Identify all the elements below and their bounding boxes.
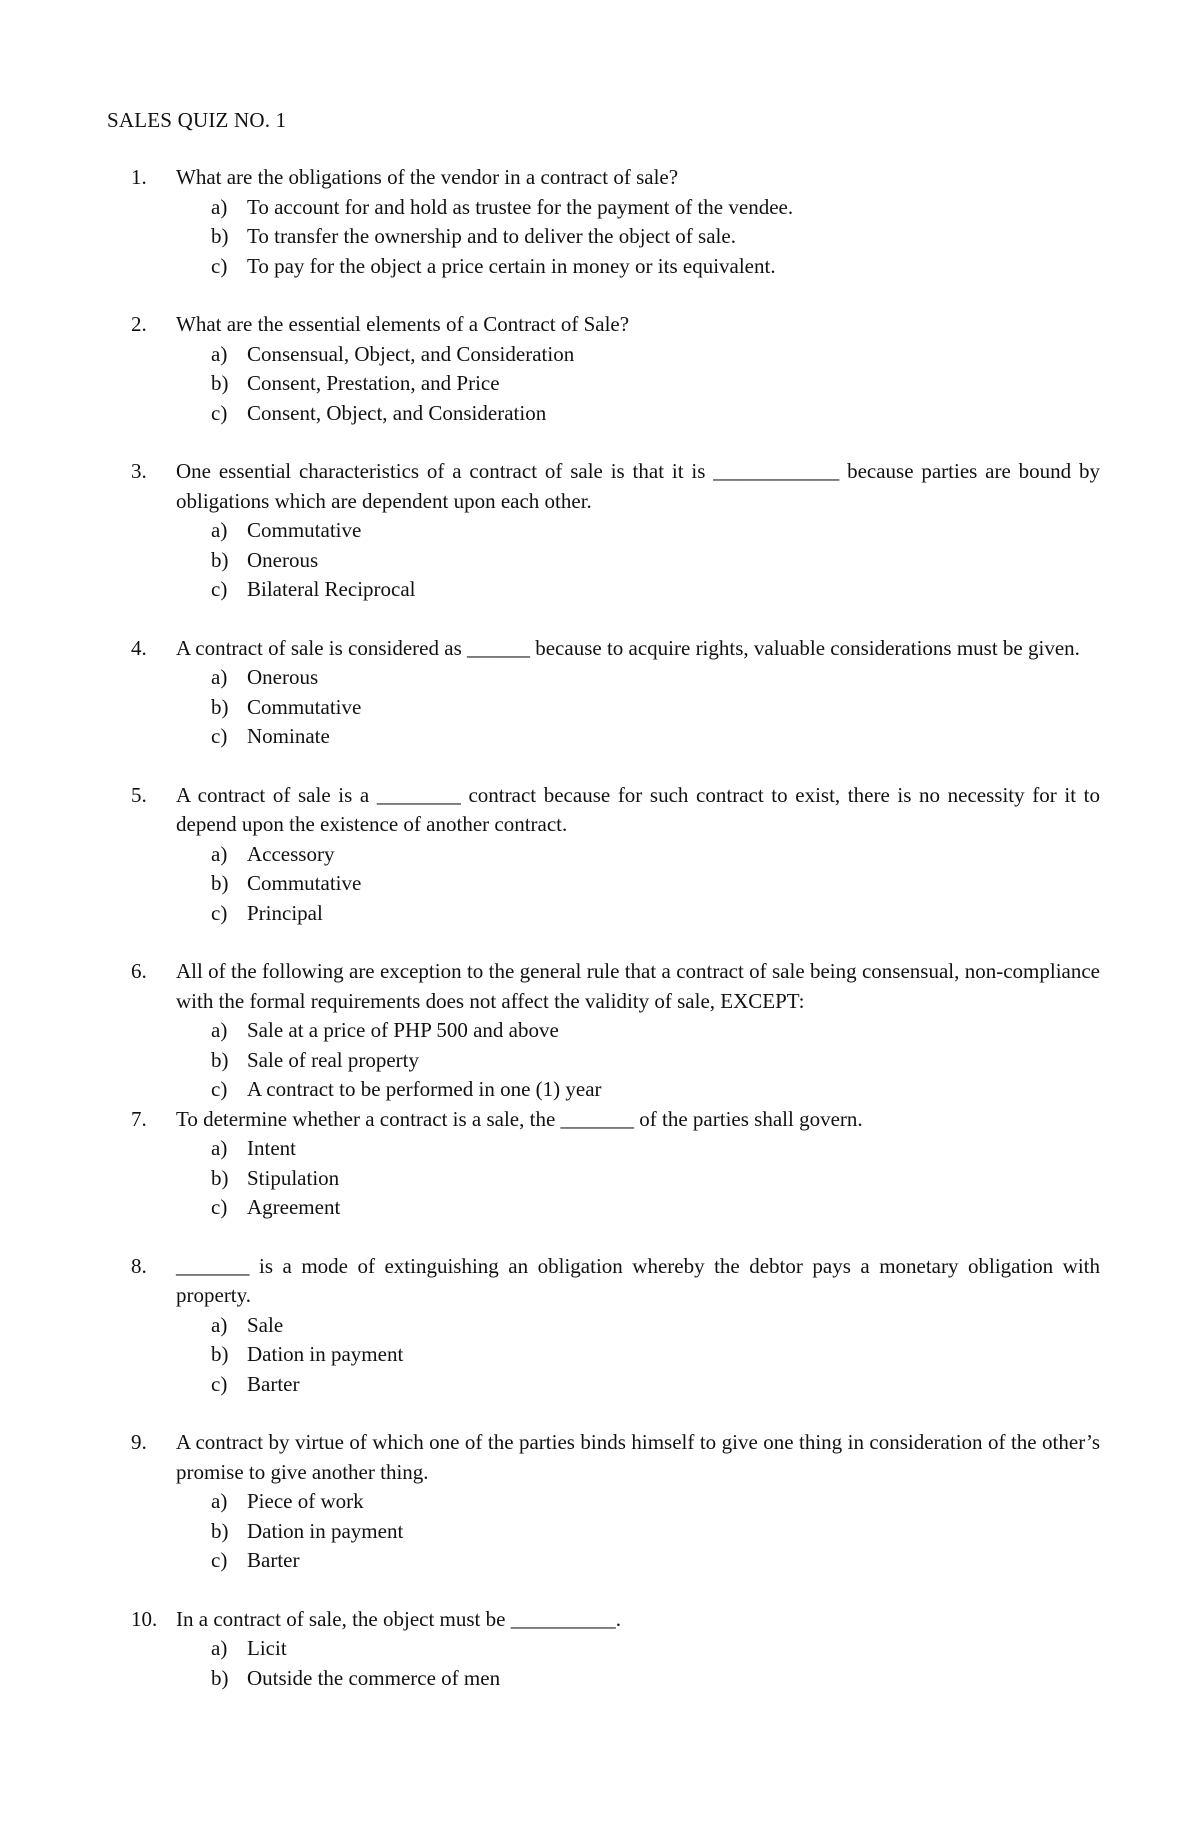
option-label: b) xyxy=(211,371,229,395)
question-item xyxy=(0,457,1200,605)
question-number: 1. xyxy=(131,165,147,189)
option-label: a) xyxy=(211,341,228,366)
answer-option xyxy=(0,1164,1200,1194)
question-text: What are the obligations of the vendor in a contract of sale? xyxy=(176,165,679,189)
option-label: b) xyxy=(211,1165,229,1190)
option-label: c) xyxy=(211,900,228,925)
answer-option xyxy=(0,1546,1200,1576)
question-text: _______ is a mode of extinguishing an obligation whereby the debtor pays a monetary obligation with property. xyxy=(176,1253,1100,1307)
option-label: a) xyxy=(211,1136,228,1160)
answer-option xyxy=(0,193,1200,223)
answer-option xyxy=(0,1046,1200,1076)
question-text: A contract of sale is a ________ contract because for such contract to exist, there is no necessity for it to depend upon the existence of another contract. xyxy=(176,782,1100,836)
option-text: Licit xyxy=(247,1636,287,1660)
question-number: 4. xyxy=(131,635,147,660)
answer-option xyxy=(0,369,1200,399)
question-number: 3. xyxy=(131,459,147,483)
option-text: Sale xyxy=(247,1312,284,1337)
option-label: c) xyxy=(211,253,228,278)
question-item xyxy=(0,1428,1200,1576)
option-label: b) xyxy=(211,547,229,572)
option-text: To account for and hold as trustee for the payment of the vendee. xyxy=(247,194,794,219)
question-text: One essential characteristics of a contract of sale is that it is ____________ because parties are bound by obligations which are dependent upon each other. xyxy=(176,459,1100,513)
option-text: To transfer the ownership and to deliver the object of sale. xyxy=(247,224,736,248)
option-label: c) xyxy=(211,400,228,425)
option-text: Outside the commerce of men xyxy=(247,1665,501,1690)
answer-option xyxy=(0,840,1200,870)
option-text: Consensual, Object, and Consideration xyxy=(247,341,575,366)
answer-option xyxy=(0,1340,1200,1370)
question-item xyxy=(0,1252,1200,1400)
option-text: Barter xyxy=(247,1548,300,1572)
option-label: b) xyxy=(211,1665,229,1690)
question-item xyxy=(0,163,1200,281)
option-text: Commutative xyxy=(247,871,362,895)
answer-option xyxy=(0,516,1200,546)
option-text: Accessory xyxy=(247,841,335,866)
answer-option xyxy=(0,1193,1200,1223)
option-text: Commutative xyxy=(247,694,362,719)
option-text: Principal xyxy=(247,900,323,925)
option-text: Onerous xyxy=(247,665,319,689)
option-text: A contract to be performed in one (1) year xyxy=(247,1077,602,1101)
question-text: A contract of sale is considered as ______ because to acquire rights, valuable considerations must be given. xyxy=(176,635,1080,660)
option-label: a) xyxy=(211,518,228,542)
document-title: SALES QUIZ NO. 1 xyxy=(107,108,287,132)
option-text: Dation in payment xyxy=(247,1518,404,1543)
question-text: What are the essential elements of a Contract of Sale? xyxy=(176,312,630,336)
answer-option xyxy=(0,575,1200,605)
option-label: a) xyxy=(211,665,228,689)
question-number: 10. xyxy=(131,1606,158,1631)
option-text: Bilateral Reciprocal xyxy=(247,577,416,601)
option-label: a) xyxy=(211,1489,228,1513)
question-text: To determine whether a contract is a sale, the _______ of the parties shall govern. xyxy=(176,1106,863,1131)
option-label: c) xyxy=(211,1195,228,1219)
option-label: b) xyxy=(211,694,229,719)
question-text: A contract by virtue of which one of the parties binds himself to give one thing in consideration of the other’s promise to give another thing. xyxy=(176,1430,1100,1484)
option-text: Intent xyxy=(247,1136,296,1160)
question-item xyxy=(0,781,1200,929)
answer-option xyxy=(0,663,1200,693)
option-label: a) xyxy=(211,1636,228,1660)
question-item xyxy=(0,1605,1200,1694)
option-text: Commutative xyxy=(247,518,362,542)
option-label: c) xyxy=(211,724,228,748)
option-text: Onerous xyxy=(247,547,319,572)
answer-option xyxy=(0,869,1200,899)
option-text: Stipulation xyxy=(247,1165,340,1190)
answer-option xyxy=(0,1517,1200,1547)
question-text: In a contract of sale, the object must be __________. xyxy=(176,1606,621,1631)
answer-option xyxy=(0,1634,1200,1664)
option-text: Agreement xyxy=(247,1195,341,1219)
answer-option xyxy=(0,399,1200,429)
question-number: 7. xyxy=(131,1106,147,1131)
question-number: 5. xyxy=(131,782,147,807)
option-text: Nominate xyxy=(247,724,330,748)
option-label: c) xyxy=(211,1548,228,1572)
option-label: a) xyxy=(211,194,228,219)
question-number: 6. xyxy=(131,959,147,983)
answer-option xyxy=(0,899,1200,929)
option-label: a) xyxy=(211,841,228,866)
answer-option xyxy=(0,252,1200,282)
answer-option xyxy=(0,340,1200,370)
answer-option xyxy=(0,546,1200,576)
option-label: a) xyxy=(211,1018,228,1042)
option-text: To pay for the object a price certain in money or its equivalent. xyxy=(247,253,776,278)
option-text: Consent, Object, and Consideration xyxy=(247,400,547,425)
question-number: 9. xyxy=(131,1430,147,1454)
question-item xyxy=(0,957,1200,1105)
question-number: 8. xyxy=(131,1253,147,1278)
answer-option xyxy=(0,1016,1200,1046)
question-item xyxy=(0,634,1200,752)
answer-option xyxy=(0,1134,1200,1164)
answer-option xyxy=(0,1487,1200,1517)
option-text: Piece of work xyxy=(247,1489,364,1513)
option-label: b) xyxy=(211,871,229,895)
option-label: c) xyxy=(211,577,228,601)
option-text: Consent, Prestation, and Price xyxy=(247,371,500,395)
answer-option xyxy=(0,722,1200,752)
option-label: b) xyxy=(211,1047,229,1072)
option-label: b) xyxy=(211,224,229,248)
question-number: 2. xyxy=(131,312,147,336)
answer-option xyxy=(0,222,1200,252)
question-text: All of the following are exception to the general rule that a contract of sale being consensual, non-compliance with the formal requirements does not affect the validity of sale, EXCEPT: xyxy=(176,959,1100,1013)
option-label: b) xyxy=(211,1342,229,1366)
answer-option xyxy=(0,693,1200,723)
option-label: b) xyxy=(211,1518,229,1543)
option-label: c) xyxy=(211,1371,228,1396)
question-item xyxy=(0,310,1200,428)
option-text: Dation in payment xyxy=(247,1342,404,1366)
answer-option xyxy=(0,1311,1200,1341)
option-text: Sale of real property xyxy=(247,1047,420,1072)
option-text: Barter xyxy=(247,1371,300,1396)
answer-option xyxy=(0,1370,1200,1400)
option-label: a) xyxy=(211,1312,228,1337)
option-text: Sale at a price of PHP 500 and above xyxy=(247,1018,559,1042)
option-label: c) xyxy=(211,1077,228,1101)
answer-option xyxy=(0,1664,1200,1694)
question-item xyxy=(0,1105,1200,1223)
answer-option xyxy=(0,1075,1200,1105)
question-list xyxy=(0,163,1200,1722)
